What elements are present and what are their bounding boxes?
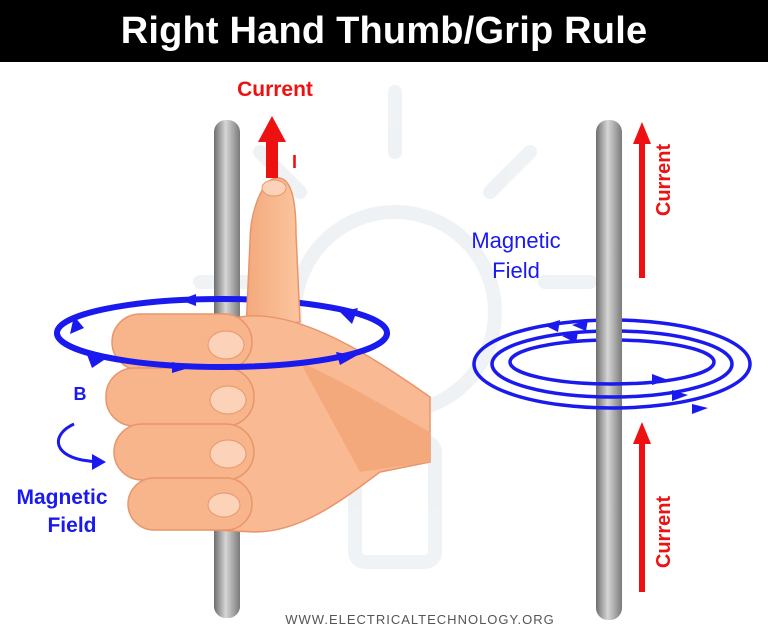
left-ring-arrow-1 — [180, 294, 196, 306]
title-bar — [0, 0, 768, 62]
right-current-arrow-top — [633, 122, 651, 278]
right-field-label-line2: Field — [492, 258, 540, 283]
right-current-label-top: Current — [653, 143, 675, 217]
site-watermark: WWW.ELECTRICALTECHNOLOGY.ORG — [285, 612, 555, 627]
right-field-label-line1: Magnetic — [471, 228, 561, 253]
grip-rule-diagram — [0, 62, 768, 632]
field-symbol-b: B — [73, 384, 87, 404]
right-current-label-bottom: Current — [653, 495, 675, 569]
right-conductor-rod — [596, 120, 622, 620]
left-field-label-line2: Field — [47, 514, 97, 537]
left-field-label-line1: Magnetic — [16, 486, 108, 509]
field-direction-curl-arrow — [58, 424, 96, 462]
left-current-label: Current — [237, 78, 313, 101]
left-current-symbol: I — [292, 152, 298, 172]
right-current-arrow-bottom — [633, 422, 651, 592]
page-title: Right Hand Thumb/Grip Rule — [120, 9, 648, 52]
right-hand-icon — [106, 178, 430, 532]
